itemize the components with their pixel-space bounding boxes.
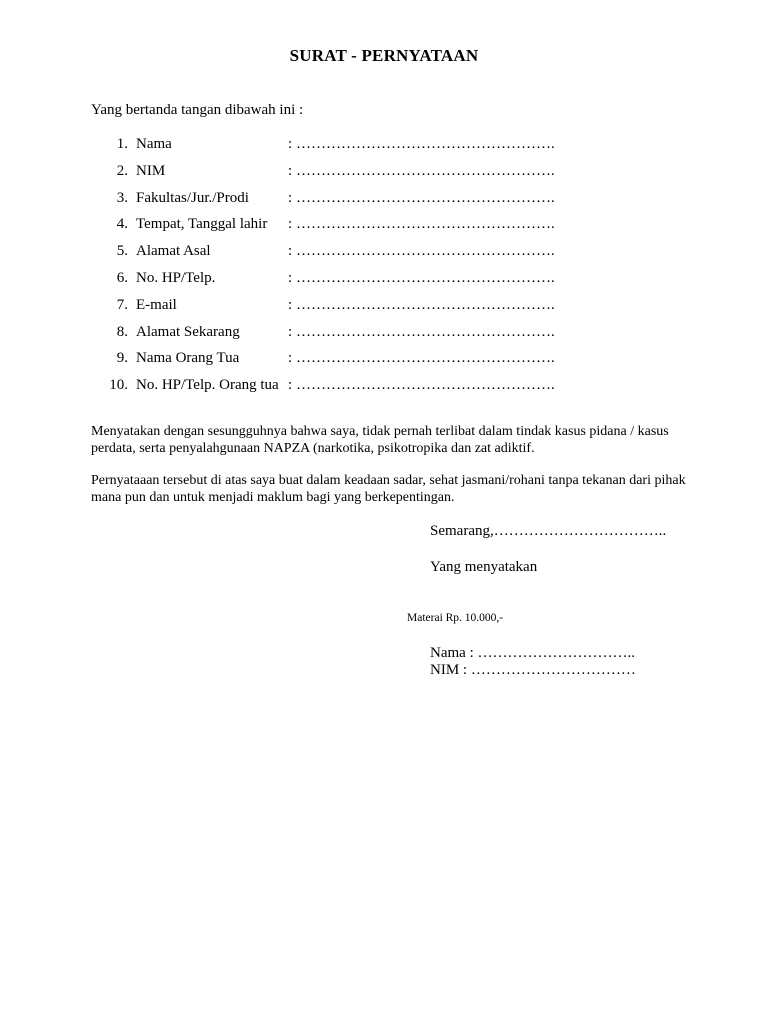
- field-number: 3.: [116, 189, 128, 206]
- field-blank: …………………………………………….: [296, 350, 555, 367]
- field-colon: :: [288, 189, 293, 206]
- field-number: 5.: [116, 243, 128, 260]
- field-colon: :: [288, 216, 293, 233]
- field-row-nama-orang-tua: [0, 350, 768, 377]
- field-number: 10.: [109, 377, 128, 394]
- field-blank: …………………………………………….: [296, 323, 555, 340]
- declaration-paragraph: Pernyataaan tersebut di atas saya buat dalam keadaan sadar, sehat jasmani/rohani tanpa tekanan dari pihak mana pun dan untuk menjadi maklum bagi yang berkepentingan.: [91, 473, 686, 505]
- field-row-no-hp-orang-tua: [0, 377, 768, 404]
- field-label: Nama: [136, 136, 172, 152]
- statement-paragraph: Menyatakan dengan sesungguhnya bahwa saya, tidak pernah terlibat dalam tindak kasus pidana / kasus perdata, serta penyalahgunaan NAPZA (narkotika, psikotropika dan zat adiktif.: [91, 424, 669, 456]
- field-colon: :: [288, 323, 293, 340]
- field-number: 6.: [116, 269, 128, 286]
- field-blank: …………………………………………….: [296, 269, 555, 286]
- field-number: 7.: [116, 296, 128, 313]
- field-blank: …………………………………………….: [296, 162, 555, 179]
- field-row-alamat-sekarang: [0, 324, 768, 351]
- field-row-tempat-tanggal-lahir: [0, 216, 768, 243]
- intro-text: Yang bertanda tangan dibawah ini :: [91, 102, 304, 118]
- field-blank: …………………………………………….: [296, 243, 555, 260]
- field-row-nim: [0, 163, 768, 190]
- signature-place-date: Semarang,……………………………..: [430, 523, 667, 539]
- field-label: No. HP/Telp. Orang tua: [136, 377, 279, 394]
- field-colon: :: [288, 350, 293, 367]
- field-number: 8.: [116, 323, 128, 340]
- field-colon: :: [288, 269, 293, 286]
- field-label: No. HP/Telp.: [136, 269, 216, 286]
- field-label: Nama Orang Tua: [136, 350, 240, 367]
- field-label: Tempat, Tanggal lahir: [136, 216, 268, 233]
- field-number: 9.: [116, 350, 128, 367]
- field-row-email: [0, 297, 768, 324]
- field-row-nama: [0, 136, 768, 163]
- document-title: SURAT - PERNYATAAN: [289, 46, 479, 65]
- signature-name-line: Nama : …………………………..: [430, 645, 635, 661]
- field-label: Alamat Asal: [136, 243, 211, 260]
- signature-nim-line: NIM : ……………………………: [430, 662, 636, 678]
- identity-field-list: [0, 136, 768, 404]
- field-colon: :: [288, 162, 293, 179]
- field-number: 1.: [116, 136, 128, 152]
- field-blank: …………………………………………….: [296, 296, 555, 313]
- signature-role: Yang menyatakan: [430, 559, 538, 575]
- field-label: E-mail: [136, 296, 177, 313]
- field-label: NIM: [136, 162, 166, 179]
- field-row-fakultas: [0, 190, 768, 217]
- field-colon: :: [288, 377, 293, 394]
- field-colon: :: [288, 136, 293, 152]
- field-blank: …………………………………………….: [296, 216, 555, 233]
- stamp-duty-label: Materai Rp. 10.000,-: [407, 612, 504, 624]
- field-blank: …………………………………………….: [296, 377, 555, 394]
- field-number: 4.: [116, 216, 128, 233]
- field-number: 2.: [116, 162, 128, 179]
- field-row-alamat-asal: [0, 243, 768, 270]
- field-label: Fakultas/Jur./Prodi: [136, 189, 249, 206]
- field-label: Alamat Sekarang: [136, 323, 240, 340]
- field-colon: :: [288, 296, 293, 313]
- field-row-no-hp: [0, 270, 768, 297]
- field-blank: …………………………………………….: [296, 189, 555, 206]
- field-blank: …………………………………………….: [296, 136, 555, 152]
- field-colon: :: [288, 243, 293, 260]
